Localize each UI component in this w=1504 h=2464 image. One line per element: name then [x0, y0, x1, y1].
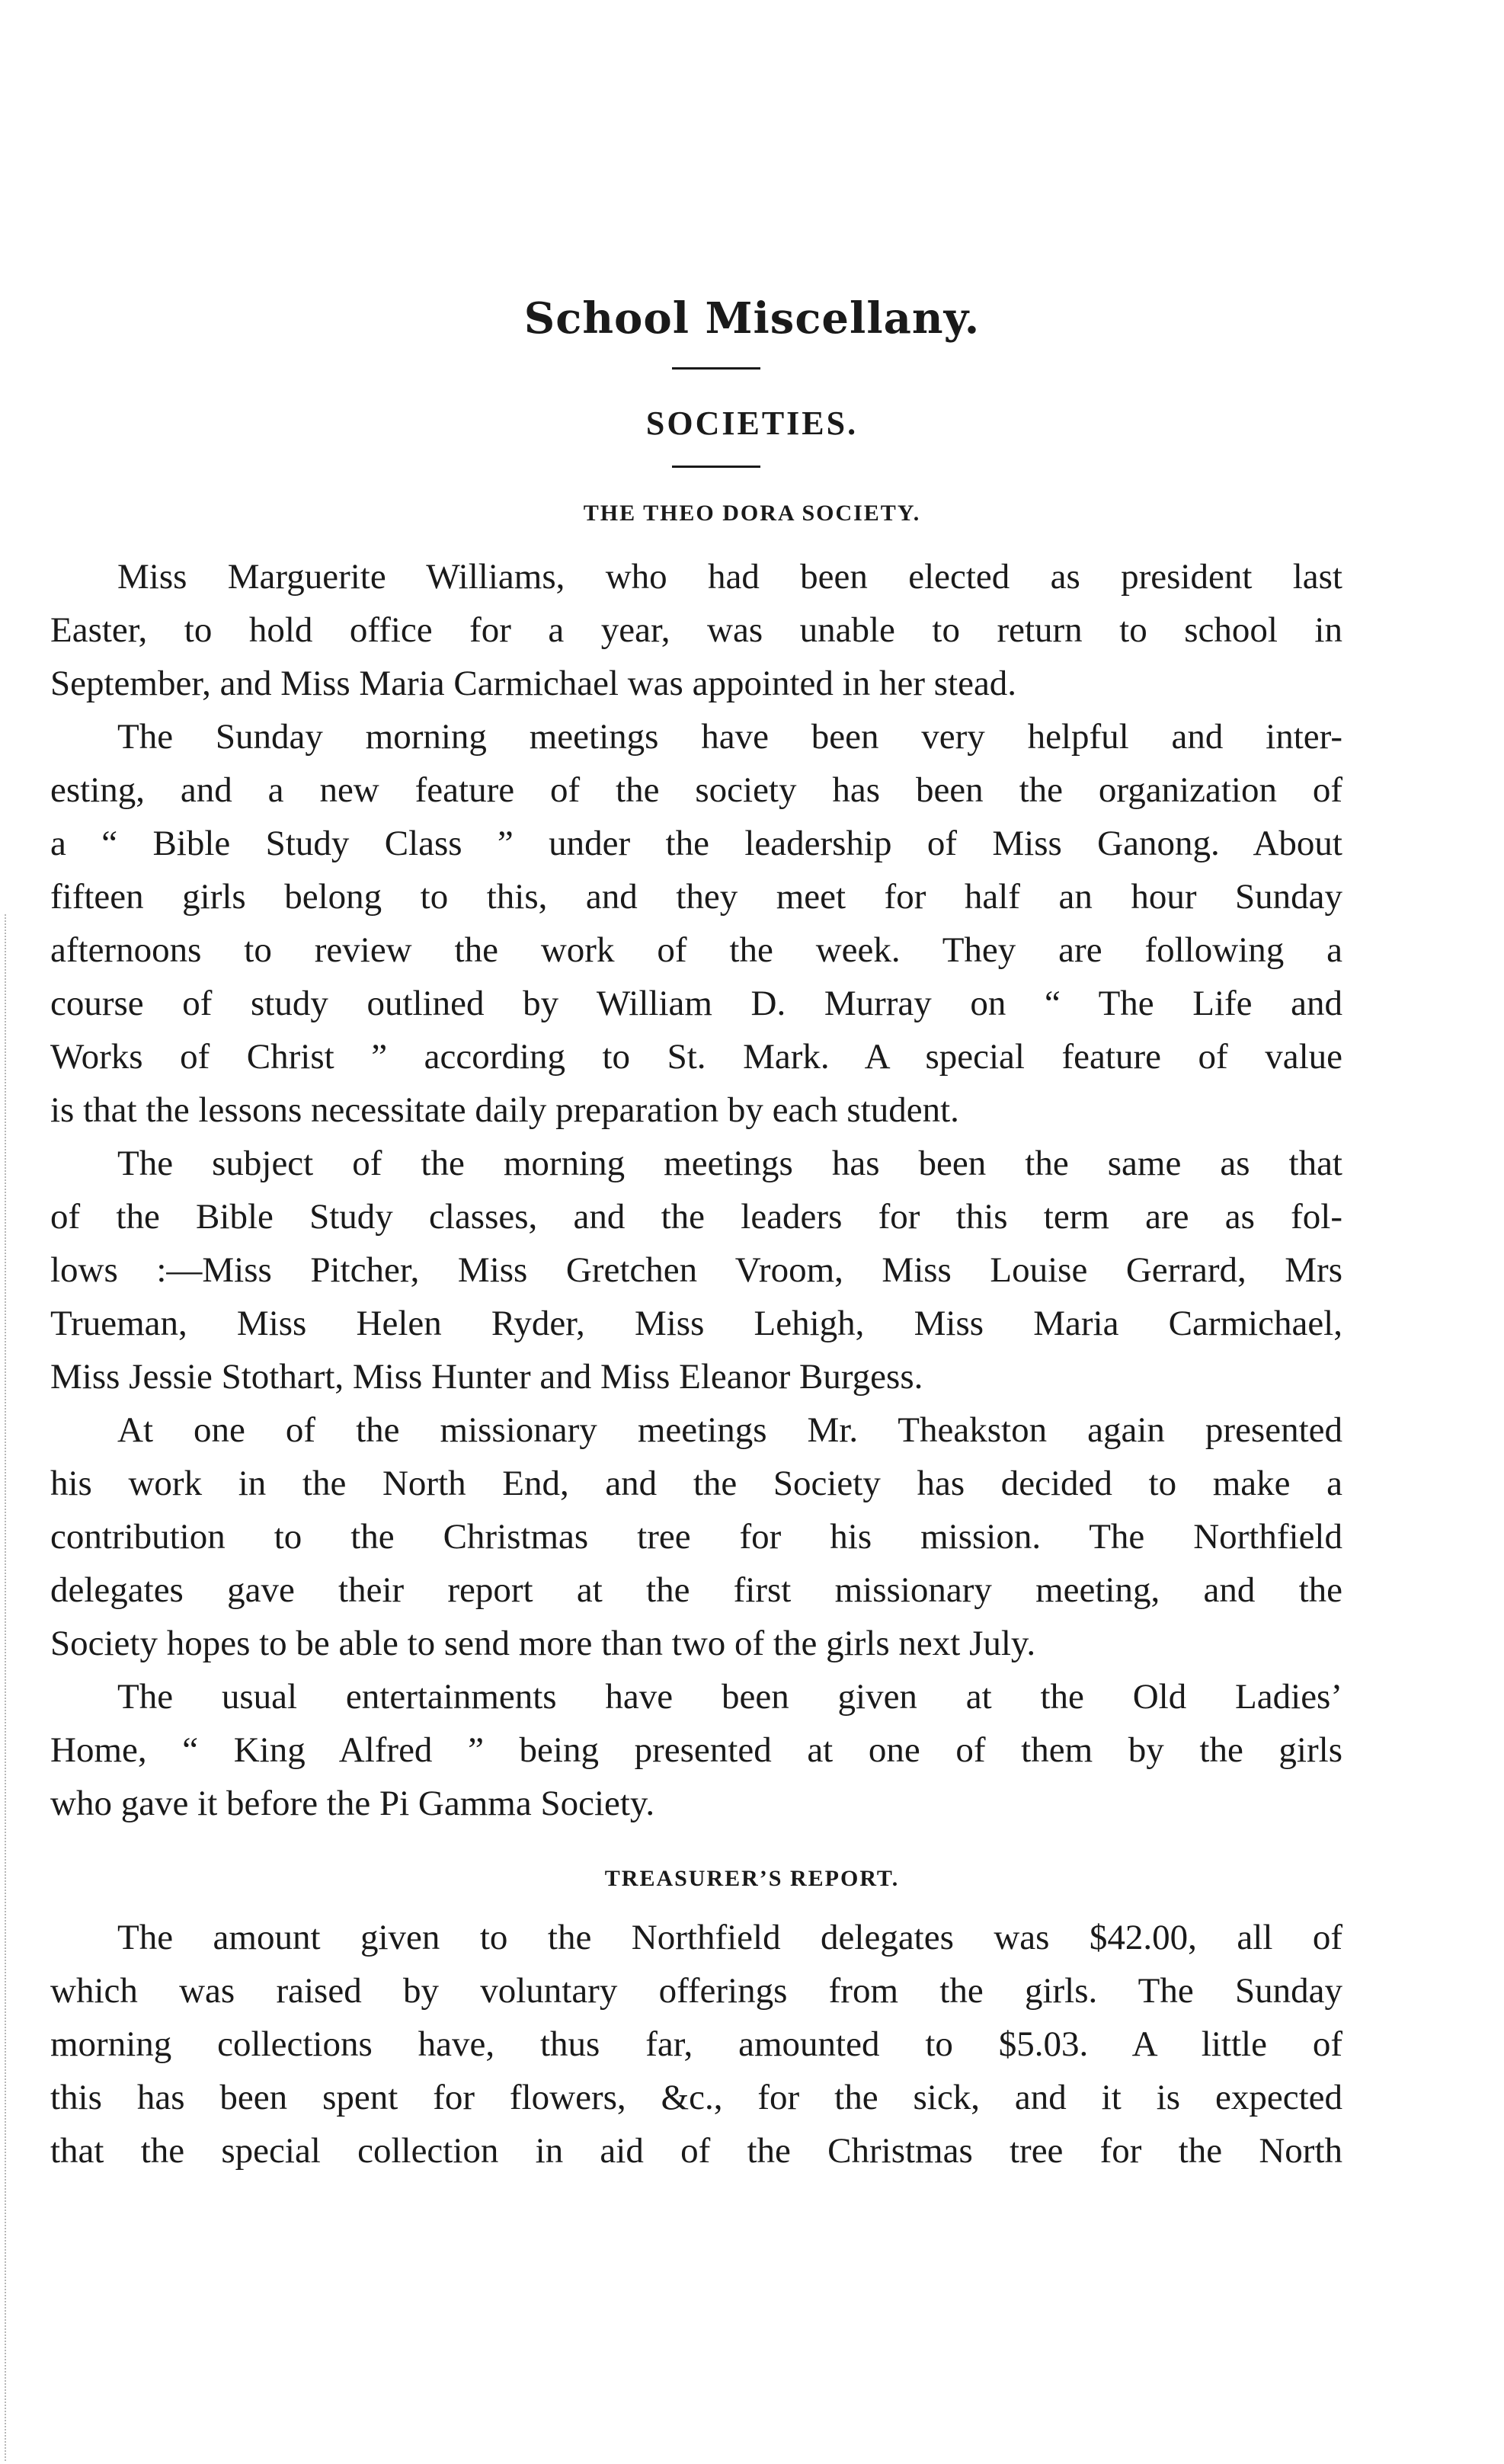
text-line: morning collections have, thus far, amounted to $5.03. A little of — [50, 2024, 1342, 2064]
text-line: Society hopes to be able to send more than two of the girls next July. — [50, 1624, 1036, 1663]
theodora-heading: THE THEO DORA SOCIETY. — [583, 501, 921, 526]
text-line: is that the lessons necessitate daily preparation by each student. — [50, 1090, 959, 1130]
text-line: Trueman, Miss Helen Ryder, Miss Lehigh, Miss Maria Carmichael, — [50, 1304, 1342, 1343]
theodora-text — [50, 550, 1342, 1830]
text-line: this has been spent for flowers, &c., for the sick, and it is expected — [50, 2078, 1342, 2117]
text-line: The subject of the morning meetings has been the same as that — [117, 1144, 1342, 1183]
text-line: September, and Miss Maria Carmichael was appointed in her stead. — [50, 664, 1017, 703]
text-line: of the Bible Study classes, and the leaders for this term are as fol- — [50, 1197, 1342, 1237]
text-line: Easter, to hold office for a year, was unable to return to school in — [50, 610, 1342, 650]
text-line: fifteen girls belong to this, and they meet for half an hour Sunday — [50, 877, 1342, 917]
text-line: lows :—Miss Pitcher, Miss Gretchen Vroom, Miss Louise Gerrard, Mrs — [50, 1250, 1342, 1290]
text-line: Miss Marguerite Williams, who had been elected as president last — [117, 557, 1342, 597]
text-line: At one of the missionary meetings Mr. Theakston again presented — [117, 1410, 1342, 1450]
text-line: who gave it before the Pi Gamma Society. — [50, 1784, 655, 1823]
text-line: his work in the North End, and the Society has decided to make a — [50, 1464, 1342, 1503]
text-line: Works of Christ ” according to St. Mark. A special feature of value — [50, 1037, 1342, 1077]
text-line: The amount given to the Northfield delegates was $42.00, all of — [117, 1918, 1342, 1957]
text-line: that the special collection in aid of the Christmas tree for the North — [50, 2131, 1342, 2171]
title-rule — [672, 367, 760, 370]
text-line: course of study outlined by William D. Murray on “ The Life and — [50, 984, 1342, 1023]
text-line: a “ Bible Study Class ” under the leadership of Miss Ganong. About — [50, 824, 1342, 863]
treasurer-heading: TREASURER’S REPORT. — [604, 1866, 900, 1891]
text-line: which was raised by voluntary offerings from the girls. The Sunday — [50, 1971, 1342, 2011]
text-line: contribution to the Christmas tree for his mission. The Northfield — [50, 1517, 1342, 1557]
text-line: Home, “ King Alfred ” being presented at one of them by the girls — [50, 1730, 1342, 1770]
section-title: SOCIETIES. — [645, 405, 859, 442]
section-rule — [672, 466, 760, 468]
text-line: afternoons to review the work of the week. They are following a — [50, 930, 1342, 970]
page-title: School Miscellany. — [523, 293, 981, 344]
text-line: esting, and a new feature of the society has been the organization of — [50, 770, 1342, 810]
text-line: delegates gave their report at the first missionary meeting, and the — [50, 1570, 1342, 1610]
text-line: The Sunday morning meetings have been very helpful and inter- — [117, 717, 1342, 757]
treasurer-text — [50, 1911, 1342, 2178]
binding-edge-marks — [5, 914, 15, 2461]
text-line: Miss Jessie Stothart, Miss Hunter and Miss Eleanor Burgess. — [50, 1357, 923, 1397]
text-line: The usual entertainments have been given at the Old Ladies’ — [117, 1677, 1342, 1717]
